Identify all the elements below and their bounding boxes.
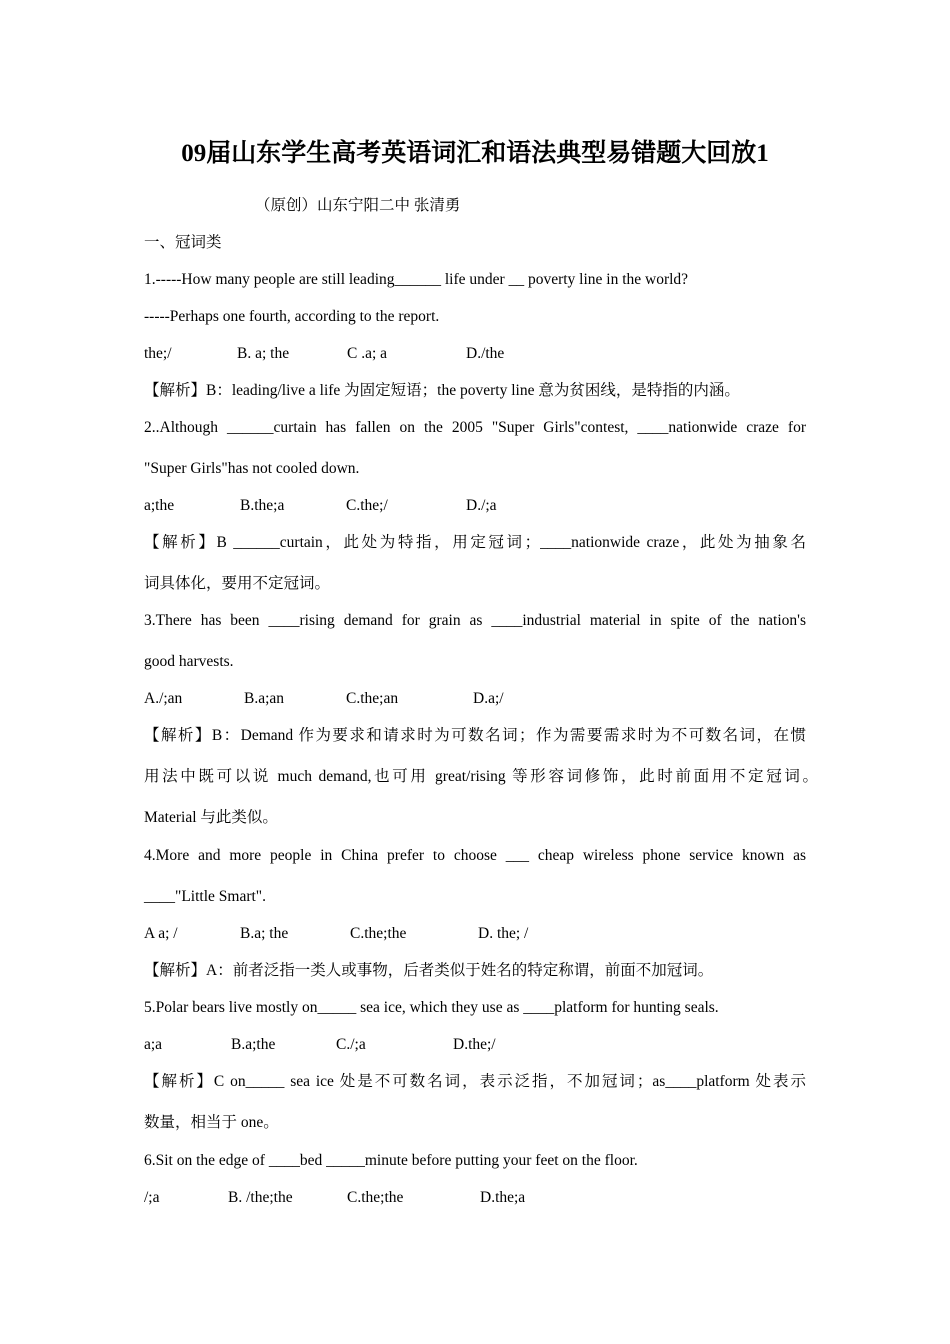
question-2-analysis-line-1: 【解析】B ______curtain，此处为特指，用定冠词；____nationwide craze，此处为抽象名	[144, 534, 806, 551]
option-b: B. /the;the	[228, 1189, 293, 1206]
option-c: C.the;/	[346, 497, 388, 514]
option-c: C.the;the	[350, 925, 407, 942]
option-b: B. a; the	[237, 345, 290, 362]
section-heading: 一、冠词类	[144, 234, 222, 251]
option-d: D./the	[466, 345, 505, 362]
question-2-line-2: "Super Girls"has not cooled down.	[144, 460, 360, 477]
option-a: /;a	[144, 1189, 160, 1206]
option-d: D. the; /	[478, 925, 529, 942]
option-c: C./;a	[336, 1036, 366, 1053]
question-3-line-2: good harvests.	[144, 653, 234, 670]
question-3-analysis-line-3: Material 与此类似。	[144, 809, 278, 826]
question-1-options	[144, 344, 504, 364]
question-5-analysis-line-2: 数量，相当于 one。	[144, 1114, 279, 1131]
question-6-line-1: 6.Sit on the edge of ____bed _____minute before putting your feet on the floor.	[144, 1152, 638, 1169]
option-d: D./;a	[466, 497, 497, 514]
question-1-line-2: -----Perhaps one fourth, according to the report.	[144, 308, 440, 325]
option-c: C.the;the	[347, 1189, 404, 1206]
option-c: C .a; a	[347, 345, 388, 362]
question-1-line-1: 1.-----How many people are still leading______ life under __ poverty line in the world?	[144, 271, 689, 288]
author-line: （原创）山东宁阳二中 张清勇	[255, 197, 461, 214]
question-1-analysis: 【解析】B：leading/live a life 为固定短语；the poverty line 意为贫困线，是特指的内涵。	[144, 382, 740, 399]
question-5-line-1: 5.Polar bears live mostly on_____ sea ice, which they use as ____platform for hunting seals.	[144, 999, 719, 1016]
document-title: 09届山东学生高考英语词汇和语法典型易错题大回放1	[181, 140, 769, 167]
question-2-line-1: 2..Although ______curtain has fallen on the 2005 "Super Girls"contest, ____nationwide craze for	[144, 419, 806, 436]
question-3-options	[144, 689, 504, 709]
question-3-analysis-line-1: 【解析】B：Demand 作为要求和请求时为可数名词；作为需要需求时为不可数名词，在惯	[144, 727, 806, 744]
option-a: a;the	[144, 497, 175, 514]
option-a: the;/	[144, 345, 172, 362]
question-5-options	[144, 1035, 496, 1055]
question-5-analysis-line-1: 【解析】C on_____ sea ice 处是不可数名词，表示泛指，不加冠词；as____platform 处表示	[144, 1073, 806, 1090]
option-d: D.a;/	[473, 690, 504, 707]
question-3-analysis-line-2: 用法中既可以说 much demand,也可用 great/rising 等形容词修饰，此时前面用不定冠词。	[144, 768, 818, 785]
question-2-analysis-line-2: 词具体化，要用不定冠词。	[144, 575, 331, 592]
question-4-options	[144, 924, 528, 944]
option-c: C.the;an	[346, 690, 399, 707]
option-b: B.a;an	[244, 690, 285, 707]
option-d: D.the;a	[480, 1189, 526, 1206]
question-6-options	[144, 1188, 525, 1208]
option-b: B.the;a	[240, 497, 285, 514]
question-4-line-1: 4.More and more people in China prefer to choose ___ cheap wireless phone service known as	[144, 847, 806, 864]
option-a: A a; /	[144, 925, 178, 942]
question-4-analysis: 【解析】A：前者泛指一类人或事物，后者类似于姓名的特定称谓，前面不加冠词。	[144, 962, 714, 979]
option-b: B.a;the	[231, 1036, 276, 1053]
option-b: B.a; the	[240, 925, 289, 942]
option-a: A./;an	[144, 690, 183, 707]
option-d: D.the;/	[453, 1036, 496, 1053]
question-2-options	[144, 496, 497, 516]
question-4-line-2: ____"Little Smart".	[144, 888, 267, 905]
option-a: a;a	[144, 1036, 163, 1053]
question-3-line-1: 3.There has been ____rising demand for grain as ____industrial material in spite of the nation's	[144, 612, 806, 629]
